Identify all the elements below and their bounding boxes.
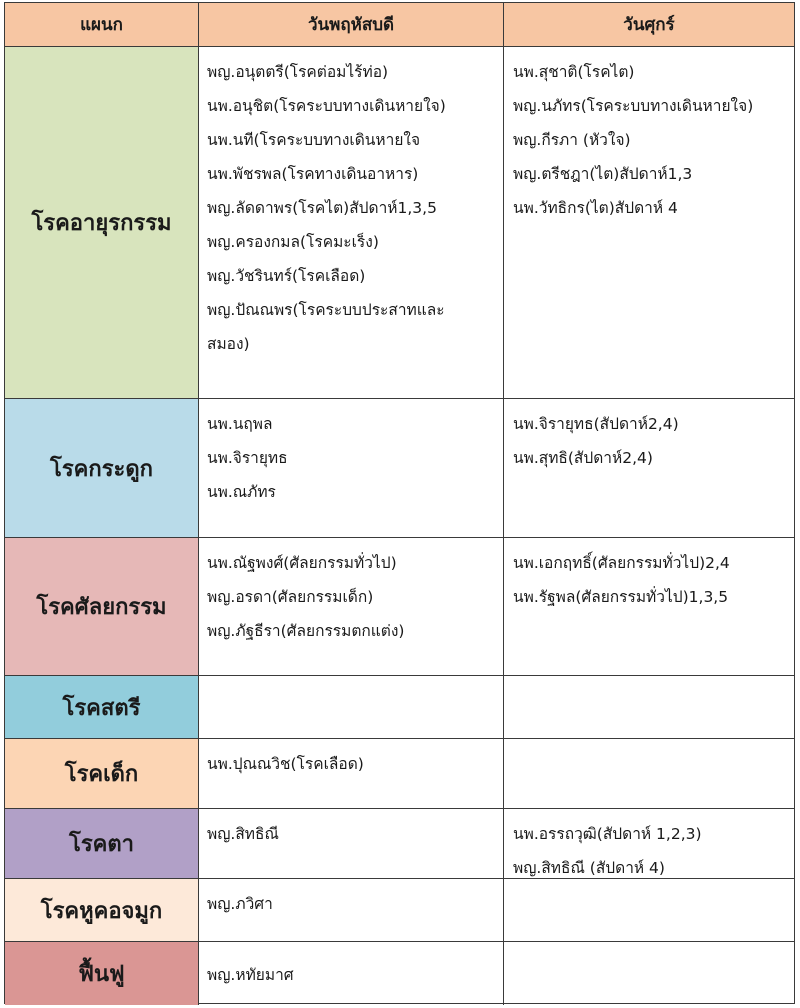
- doctor-entry: พญ.สิทธิณี: [207, 825, 279, 843]
- doctor-entry: นพ.รัฐพล(ศัลยกรรมทั่วไป)1,3,5: [513, 588, 729, 606]
- doctor-entry: พญ.สิทธิณี (สัปดาห์ 4): [513, 859, 665, 877]
- header-row: [5, 3, 794, 47]
- department-label: โรคตา: [69, 832, 134, 857]
- doctor-entry: พญ.ภวิศา: [207, 895, 273, 913]
- department-label: โรคสตรี: [62, 695, 141, 721]
- doctor-entry: พญ.หทัยมาศ: [207, 966, 294, 984]
- department-cell: [5, 47, 199, 398]
- thursday-cell: [199, 676, 504, 738]
- department-cell: [5, 538, 199, 675]
- thursday-cell: [199, 942, 504, 1005]
- department-cell: [5, 879, 199, 941]
- doctor-entry: พญ.กีรภา (หัวใจ): [513, 131, 631, 149]
- doctor-entry: นพ.อรรถวุฒิ(สัปดาห์ 1,2,3): [513, 825, 702, 843]
- row-orthopedics: [5, 399, 794, 538]
- doctor-entry: นพ.อนุชิต(โรคระบบทางเดินหายใจ): [207, 97, 446, 115]
- doctor-entry: นพ.วัทธิกร(ไต)สัปดาห์ 4: [513, 199, 678, 217]
- thursday-cell: [199, 47, 504, 398]
- row-rehabilitation: [5, 942, 794, 1005]
- department-label: โรคหูคอจมูก: [40, 898, 163, 924]
- row-internal-medicine: [5, 47, 794, 399]
- department-cell: [5, 739, 199, 808]
- friday-cell: [504, 47, 794, 398]
- doctor-entry: นพ.สุทธิ(สัปดาห์2,4): [513, 449, 653, 467]
- doctor-entry: นพ.พัชรพล(โรคทางเดินอาหาร): [207, 165, 419, 183]
- header-thursday: วันพฤหัสบดี: [199, 3, 504, 46]
- doctor-entry: พญ.ปัณณพร(โรคระบบประสาทและ สมอง): [207, 301, 445, 353]
- department-label: โรคอายุรกรรม: [31, 211, 172, 236]
- schedule-table: [4, 2, 795, 1004]
- thursday-cell: [199, 538, 504, 675]
- doctor-entry: นพ.นฤพล: [207, 415, 273, 433]
- doctor-entry: พญ.ภัฐธีรา(ศัลยกรรมตกแต่ง): [207, 622, 405, 640]
- row-pediatrics: [5, 739, 794, 809]
- doctor-entry: พญ.ครองกมล(โรคมะเร็ง): [207, 233, 379, 251]
- row-ent: [5, 879, 794, 942]
- doctor-entry: นพ.จิรายุทธ(สัปดาห์2,4): [513, 415, 679, 433]
- doctor-entry: พญ.อนุตตรี(โรคต่อมไร้ท่อ): [207, 63, 389, 81]
- friday-cell: [504, 399, 794, 537]
- thursday-cell: [199, 739, 504, 808]
- row-surgery: [5, 538, 794, 676]
- friday-cell: [504, 879, 794, 941]
- department-label: โรคศัลยกรรม: [36, 595, 167, 620]
- friday-cell: [504, 538, 794, 675]
- department-cell: [5, 676, 199, 738]
- doctor-entry: นพ.จิรายุทธ: [207, 449, 288, 467]
- doctor-entry: พญ.อรดา(ศัลยกรรมเด็ก): [207, 588, 374, 606]
- header-friday: วันศุกร์: [623, 15, 675, 35]
- doctor-entry: พญ.วัชรินทร์(โรคเลือด): [207, 267, 366, 285]
- thursday-cell: [199, 809, 504, 878]
- doctor-entry: นพ.สุชาติ(โรคไต): [513, 63, 635, 81]
- department-label: โรคเด็ก: [64, 762, 139, 787]
- doctor-entry: นพ.นที(โรคระบบทางเดินหายใจ: [207, 131, 421, 149]
- doctor-entry: นพ.ปุณณวิช(โรคเลือด): [207, 755, 364, 773]
- doctor-entry: นพ.ณัฐพงศ์(ศัลยกรรมทั่วไป): [207, 554, 397, 572]
- department-cell: [5, 399, 199, 537]
- doctor-entry: พญ.ลัดดาพร(โรคไต)สัปดาห์1,3,5: [207, 199, 437, 217]
- thursday-cell: [199, 399, 504, 537]
- friday-cell: [504, 676, 794, 738]
- friday-cell: [504, 739, 794, 808]
- doctor-entry: พญ.ตรีชฎา(ไต)สัปดาห์1,3: [513, 165, 693, 183]
- row-ophthalmology: [5, 809, 794, 879]
- doctor-entry: นพ.ณภัทร: [207, 483, 276, 501]
- doctor-entry: นพ.เอกฤทธิ์(ศัลยกรรมทั่วไป)2,4: [513, 554, 730, 572]
- friday-cell: [504, 809, 794, 878]
- department-label: ฟื้นฟู: [78, 962, 125, 987]
- friday-cell: [504, 942, 794, 1005]
- department-cell: [5, 809, 199, 878]
- thursday-cell: [199, 879, 504, 941]
- doctor-entry: พญ.นภัทร(โรคระบบทางเดินหายใจ): [513, 97, 754, 115]
- header-department: แผนก: [5, 3, 199, 46]
- department-cell: [5, 942, 199, 1005]
- department-label: โรคกระดูก: [50, 456, 153, 482]
- row-gynecology: [5, 676, 794, 739]
